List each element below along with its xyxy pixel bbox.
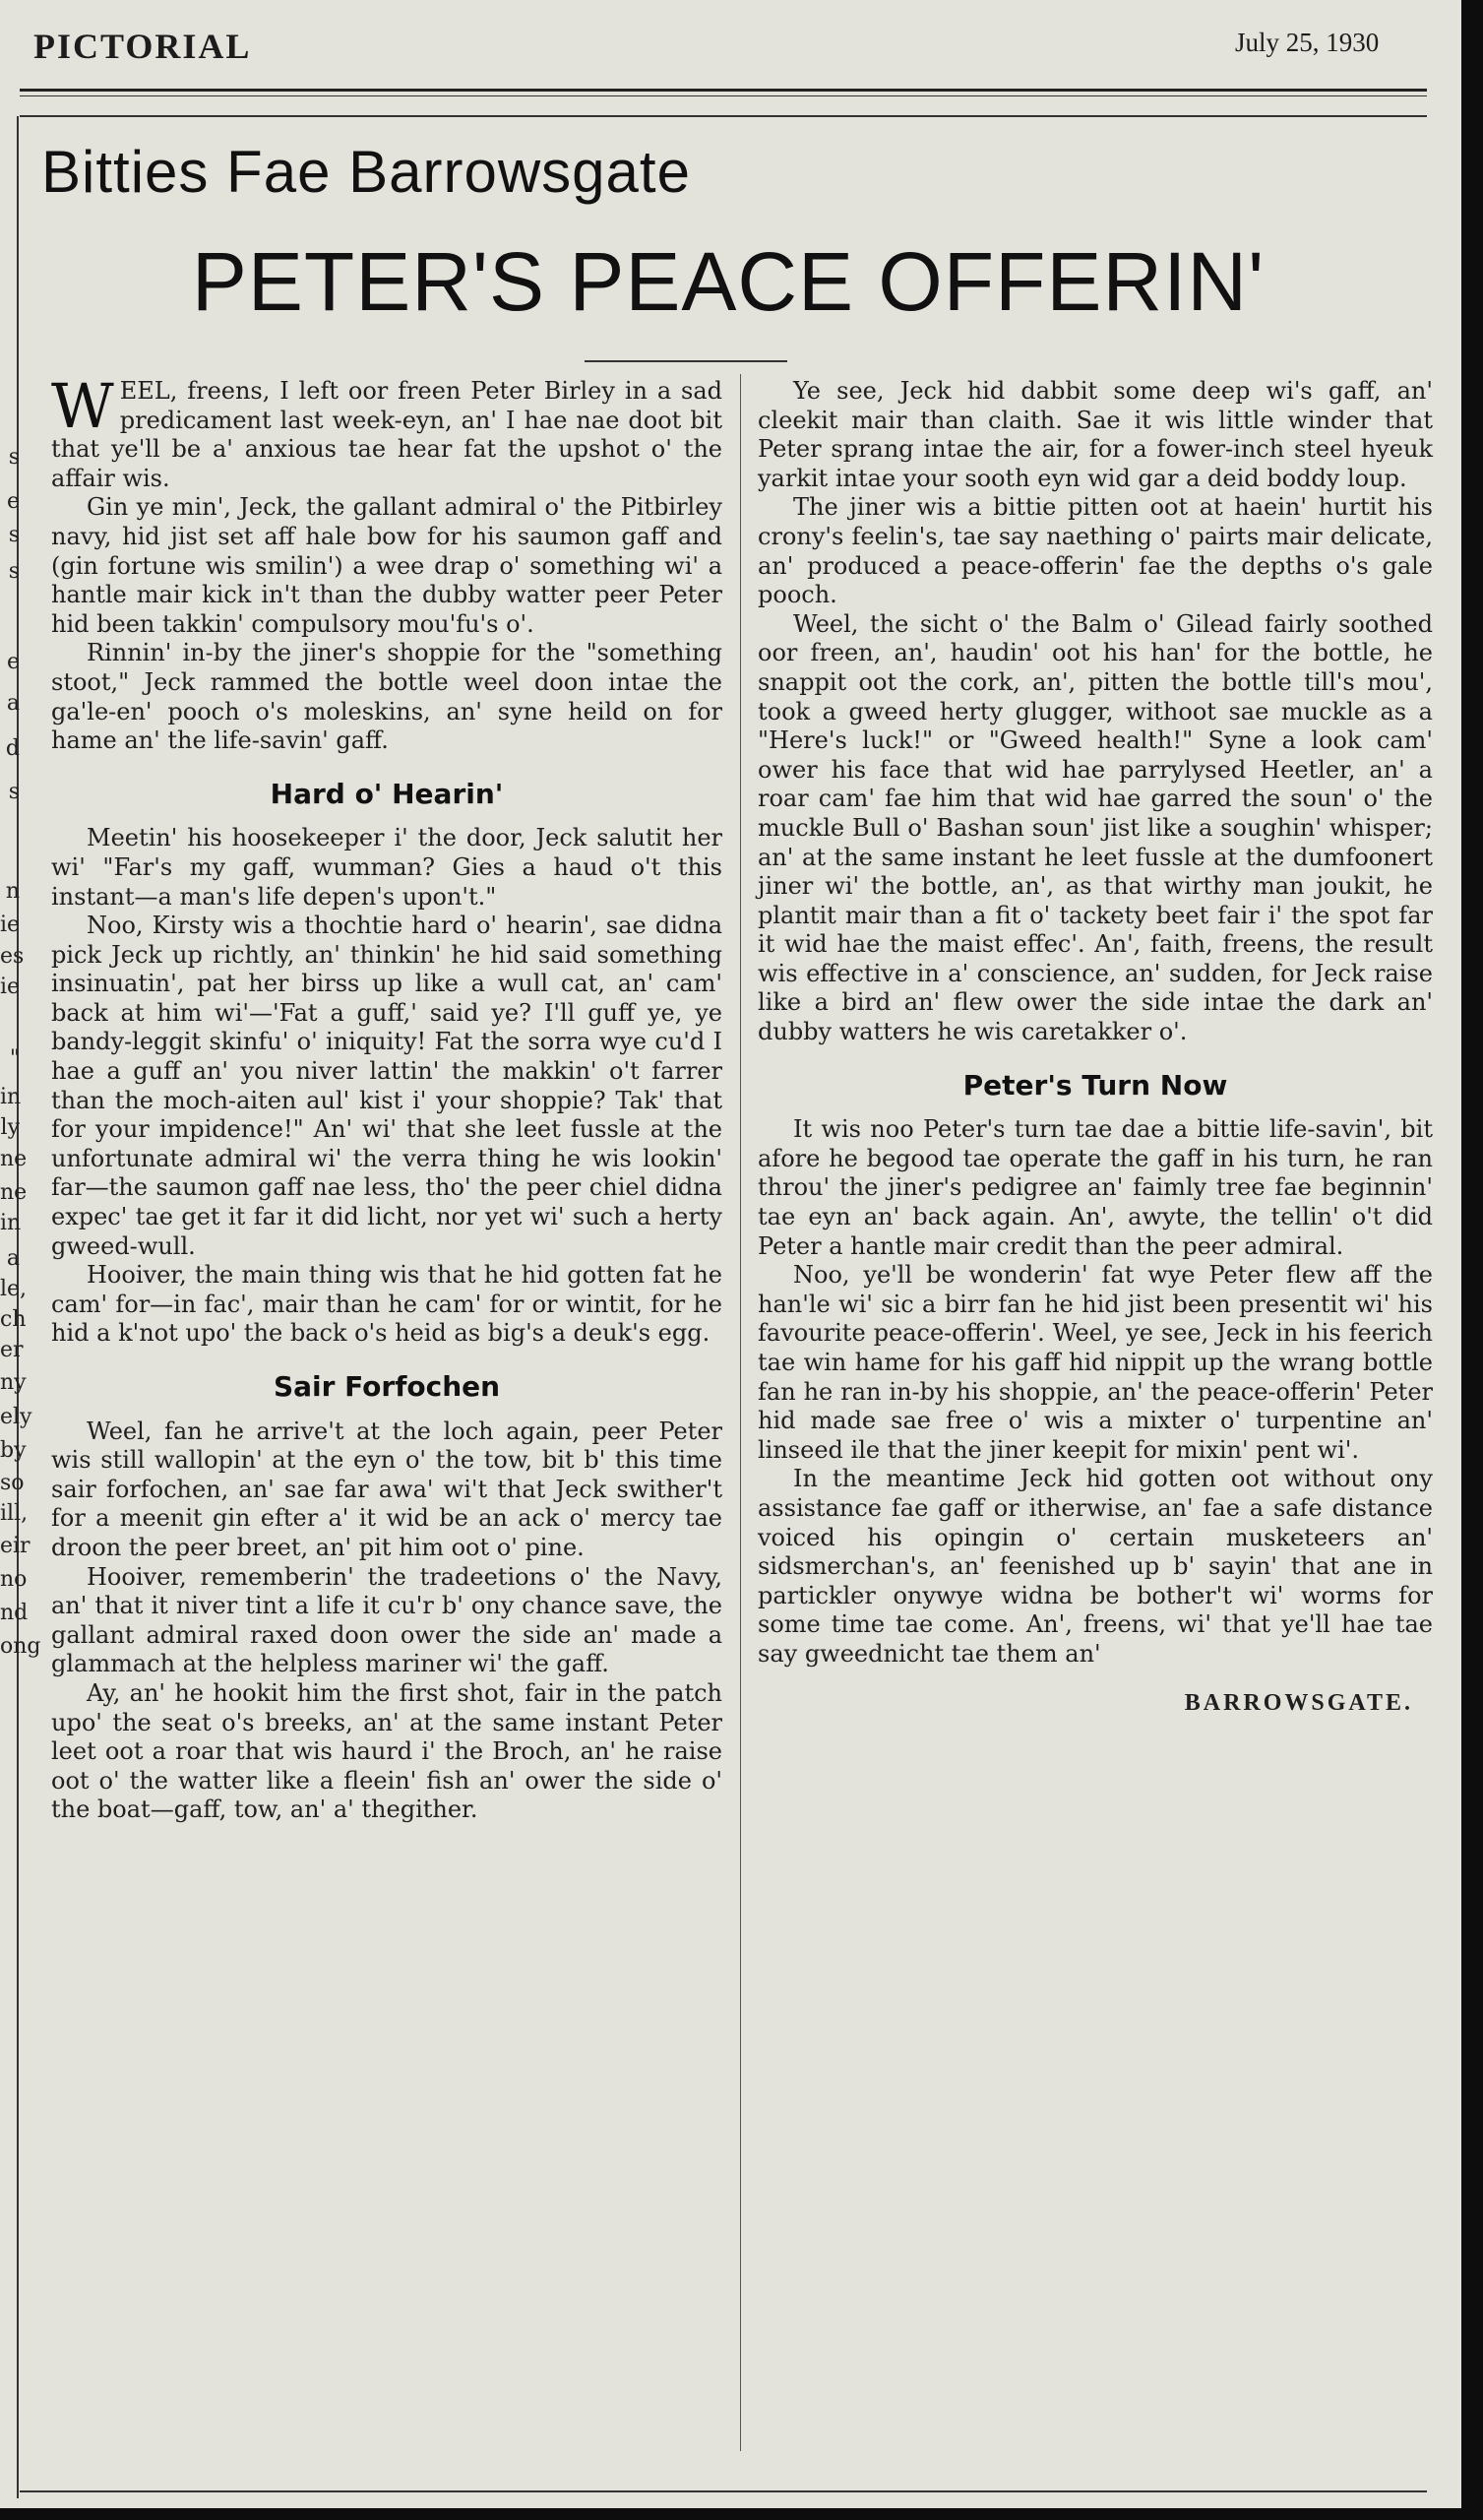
headline-rule <box>585 360 787 362</box>
margin-fragment: s <box>8 523 20 547</box>
margin-fragment: ly <box>0 1115 20 1140</box>
article-paragraph: Rinnin' in-by the jiner's shoppie for the "something stoot," Jeck rammed the bottle weel doon intae the ga'le-en' pooch o's moleskins, an' syne heild on for hame an' the life-savin' gaff. <box>51 639 722 755</box>
margin-fragment: s <box>8 445 20 470</box>
author-signature: BARROWSGATE. <box>1184 1689 1413 1716</box>
article-paragraph: In the meantime Jeck hid gotten oot without ony assistance fae gaff or itherwise, an' fae a safe distance voiced his opingin o' certain musketeers an' sidsmerchan's, an' feenished up b' sayin' that ane in partickler onywye widna be bother't wi' worms for some time tae come. An', freens, wi' that ye'll hae tae say gweednicht tae them an' <box>758 1465 1433 1668</box>
margin-fragment: in <box>0 1085 22 1109</box>
margin-fragment: ely <box>0 1405 32 1429</box>
article-paragraph: The jiner wis a bittie pitten oot at haein' hurtit his crony's feelin's, tae say naething o' pairts mair delicate, an' produced a peace-offerin' fae the depths o's gale pooch. <box>758 493 1433 609</box>
article-paragraph: Hooiver, rememberin' the tradeetions o' the Navy, an' that it niver tint a life it cu'r b' ony chance save, the gallant admiral raxed doon ower the side an' made a glammach at the helpless mariner wi' the gaff. <box>51 1562 722 1678</box>
margin-fragment: no <box>0 1567 28 1592</box>
masthead-rule <box>20 89 1427 92</box>
article-paragraph: It wis noo Peter's turn tae dae a bittie life-savin', bit afore he begood tae operate the gaff in his turn, he ran throu' the jiner's pedigree an' faimly tree fae beginnin' tae eyn an' back again. An', awyte, the tellin' o't did Peter a hantle mair credit than the peer admiral. <box>758 1115 1433 1260</box>
article-paragraph: Hooiver, the main thing wis that he hid gotten fat he cam' for—in fac', mair than he cam' for or wintit, for he hid a k'not upo' the back o's heid as big's a deuk's egg. <box>51 1261 722 1348</box>
margin-fragment: ie <box>0 913 21 937</box>
article-paragraph: Noo, Kirsty wis a thochtie hard o' hearin', sae didna pick Jeck up richtly, an' thinkin' he hid said something insinuatin', pat her birss up like a wull cat, an' cam' back at him wi'—'Fat a guff,' said ye? I'll guff ye, ye bandy-leggit skinfu' o' iniquity! Fat the sorra wye cu'd I hae a guff an' you niver lattin' the makkin' o't farrer than the moch-aiten aul' kist i' your shoppie? Tak' that for your impidence!" An' wi' that she leet fussle at the unfortunate admiral wi' the verra thing he wis lookin' far—the saumon gaff nae less, tho' the peer chiel didna expec' tae get it far it did licht, nor yet wi' such a herty gweed-wull. <box>51 912 722 1260</box>
column-top-rule <box>20 115 1427 117</box>
margin-fragment: so <box>0 1471 25 1495</box>
article-paragraph: Weel, fan he arrive't at the loch again, peer Peter wis still wallopin' at the eyn o' the tow, bit b' this time sair forfochen, an' sae far awa' wi't that Jeck swither't for a meenit gin efter a' it wid be an ack o' mercy tae droon the peer breet, an' pit him oot o' pine. <box>51 1417 722 1561</box>
section-subhead: Hard o' Hearin' <box>270 777 504 810</box>
margin-fragment: by <box>0 1438 27 1463</box>
column-divider <box>740 374 741 2451</box>
article-column-right <box>758 377 1433 1718</box>
article-headline: PETER'S PEACE OFFERIN' <box>191 235 1266 328</box>
margin-fragment: n <box>5 879 20 904</box>
margin-fragment: e <box>6 489 20 514</box>
margin-fragment: ch <box>0 1307 27 1332</box>
article-column-left <box>51 370 722 1825</box>
margin-fragment: ne <box>0 1147 28 1171</box>
issue-date: July 25, 1930 <box>1235 28 1380 57</box>
margin-fragment: le, <box>0 1277 28 1301</box>
margin-fragment: nd <box>0 1601 29 1625</box>
margin-fragment: es <box>0 944 25 969</box>
margin-fragment: in <box>0 1211 22 1235</box>
section-subhead: Peter's Turn Now <box>962 1068 1228 1102</box>
margin-fragment: eir <box>0 1534 31 1558</box>
margin-fragment: ny <box>0 1370 27 1395</box>
page-bottom-rule <box>20 2490 1427 2492</box>
drop-cap: W <box>51 370 114 442</box>
publication-name: PICTORIAL <box>33 27 252 66</box>
margin-fragment: ong <box>0 1634 41 1659</box>
margin-fragment: a <box>6 691 20 716</box>
margin-fragment: e <box>6 650 20 674</box>
margin-fragment: ill, <box>0 1501 29 1526</box>
margin-fragment: s <box>8 780 20 804</box>
article-paragraph: Gin ye min', Jeck, the gallant admiral o' the Pitbirley navy, hid jist set aff hale bow for his saumon gaff and (gin fortune wis smilin') a wee drap o' something wi' a hantle mair kick in't than the dubby watter peer Peter hid been takkin' compulsory mou'fu's o'. <box>51 493 722 638</box>
margin-fragment: ne <box>0 1180 28 1205</box>
article-paragraph <box>51 370 722 493</box>
section-subhead: Sair Forfochen <box>273 1370 501 1403</box>
margin-fragment: " <box>9 1046 20 1071</box>
article-paragraph: Meetin' his hoosekeeper i' the door, Jeck salutit her wi' "Far's my gaff, wumman? Gies a haud o't this instant—a man's life depen's upon't." <box>51 824 722 911</box>
intro-text: EEL, freens, I left oor freen Peter Birley in a sad predicament last week-eyn, an' I hae nae doot bit that ye'll be a' anxious tae hear fat the upshot o' the affair wis. <box>51 377 722 492</box>
margin-fragment: d <box>5 736 20 761</box>
article-paragraph: Ye see, Jeck hid dabbit some deep wi's gaff, an' cleekit mair than claith. Sae it wis little winder that Peter sprang intae the air, for a fower-inch steel hyeuk yarkit intae your sooth eyn wid gar a deid boddy loup. <box>758 377 1433 492</box>
margin-fragment: er <box>0 1338 24 1362</box>
margin-fragment: s <box>8 559 20 584</box>
margin-fragment: a <box>6 1246 20 1271</box>
article-kicker: Bitties Fae Barrowsgate <box>41 139 691 205</box>
margin-fragment: ie <box>0 975 21 999</box>
article-paragraph: Ay, an' he hookit him the first shot, fair in the patch upo' the seat o's breeks, an' at the same instant Peter leet oot a roar that wis haurd i' the Broch, an' he raise oot o' the watter like a fleein' fish an' ower the side o' the boat—gaff, tow, an' a' thegither. <box>51 1678 722 1824</box>
masthead-rule-thin <box>20 95 1427 96</box>
article-paragraph: Weel, the sicht o' the Balm o' Gilead fairly soothed oor freen, an', haudin' oot his han' for the bottle, he snappit oot the cork, an', pitten the bottle till's mou', took a gweed herty glugger, withoot sae muckle as a "Here's luck!" or "Gweed health!" Syne a look cam' ower his face that wid hae parrylysed Heetler, an' a roar cam' fae him that wid hae garred the soun' o' the muckle Bull o' Bashan soun' jist like a soughin' whisper; an' at the same instant he leet fussle at the dumfoonert jiner wi' the bottle, an', as that wirthy man joukit, he plantit mair than a fit o' tackety beet fair i' the spot far it wid hae the maist effec'. An', faith, freens, the result wis effective in a' conscience, an' sudden, for Jeck raise like a bird an' flew ower the side intae the dark an' dubby watters he wis caretakker o'. <box>758 609 1433 1046</box>
article-paragraph: Noo, ye'll be wonderin' fat wye Peter flew aff the han'le wi' sic a birr fan he hid jist been presentit wi' his favourite peace-offerin'. Weel, ye see, Jeck in his feerich tae win hame for his gaff hid nippit up the wrang bottle fan he ran in-by his shoppie, an' the peace-offerin' Peter hid made sae free o' wis a mixter o' turpentine an' linseed ile that the jiner keepit for mixin' pent wi'. <box>758 1261 1433 1464</box>
